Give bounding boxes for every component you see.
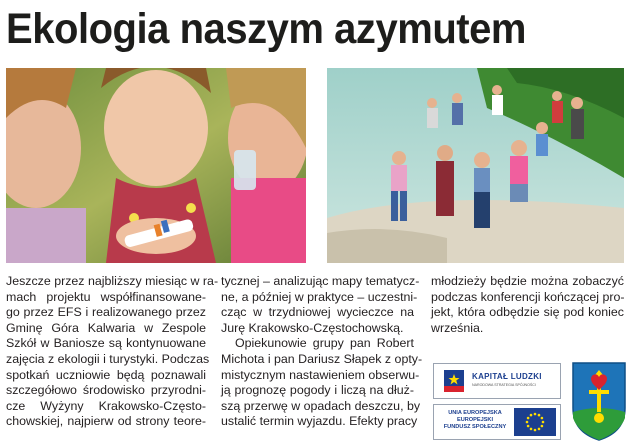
- text-line: chowskiej, najpierw od strony teore-: [6, 414, 206, 429]
- text-line: mistycznym nastawieniem obserwu-: [221, 367, 420, 382]
- text-line: cze Wyżyny Krakowsko-Często-: [6, 398, 206, 413]
- eu-social-fund-logo: [433, 404, 561, 440]
- text-line: jekt, która odbędzie się pod koniec: [431, 305, 624, 320]
- text-line: Jeszcze przez najbliższy miesiąc w ra-: [6, 274, 219, 288]
- photo-girls-testing-water: [6, 68, 306, 263]
- eu-flag-icon: [514, 408, 556, 436]
- eu-logo-text: [440, 410, 510, 431]
- text-line: ustalić termin wyjazdu. Efekty pracy: [221, 414, 418, 429]
- text-line: Opiekunowie grupy pan Robert: [235, 336, 414, 351]
- text-line: go przez EFS i realizowanego przez: [6, 305, 206, 320]
- text-line: zajęcia z ekologii i turystyki. Podczas: [6, 351, 210, 366]
- text-line: Jurę Krakowsko-Częstochowską.: [221, 320, 404, 335]
- municipality-crest-icon: [570, 360, 628, 442]
- text-line: Michota i pan Dariusz Słapek z opty-: [221, 351, 423, 366]
- text-line: Szkół w Baniosze są kontynuowane: [6, 336, 206, 351]
- kapital-ludzki-subtitle: NARODOWA STRATEGIA SPÓJNOŚCI: [472, 383, 536, 387]
- text-line: ne, a później w praktyce – uczestni-: [221, 289, 418, 304]
- article-column-2: [221, 274, 423, 430]
- photo-group-at-lake: [327, 68, 624, 263]
- text-line: września.: [431, 320, 484, 335]
- article-column-3: [431, 274, 624, 336]
- text-line: tycznej – analizując mapy tematycz-: [221, 274, 420, 288]
- text-line: podczas konferencji kończącej pro-: [431, 289, 625, 304]
- kapital-ludzki-icon: [442, 368, 466, 394]
- text-line: szą przerwę w opadach deszczu, by: [221, 398, 421, 413]
- eu-logo-line: FUNDUSZ SPOŁECZNY: [443, 424, 507, 430]
- text-line: spotkań uczniowie będą poznawali: [6, 367, 206, 382]
- text-line: szczegółowo środowisko przyrodni-: [6, 383, 206, 398]
- article-column-1: [6, 274, 219, 430]
- text-line: Gminę Góra Kalwaria w Zespole: [6, 320, 206, 335]
- eu-logo-line: UNIA EUROPEJSKA: [448, 410, 502, 416]
- text-line: mach projektu współfinansowane-: [6, 289, 206, 304]
- text-line: cząc w trzydniowej wycieczce na: [221, 305, 414, 320]
- kapital-ludzki-title: KAPITAŁ LUDZKI: [472, 372, 542, 381]
- eu-logo-line: EUROPEJSKI: [456, 417, 494, 423]
- article-headline: Ekologia naszym azymutem: [6, 5, 527, 53]
- text-line: ją prognozę pogody i liczą na dłuż-: [221, 383, 414, 398]
- text-line: młodzieży będzie można zobaczyć: [431, 274, 624, 288]
- kapital-ludzki-logo: [433, 363, 561, 399]
